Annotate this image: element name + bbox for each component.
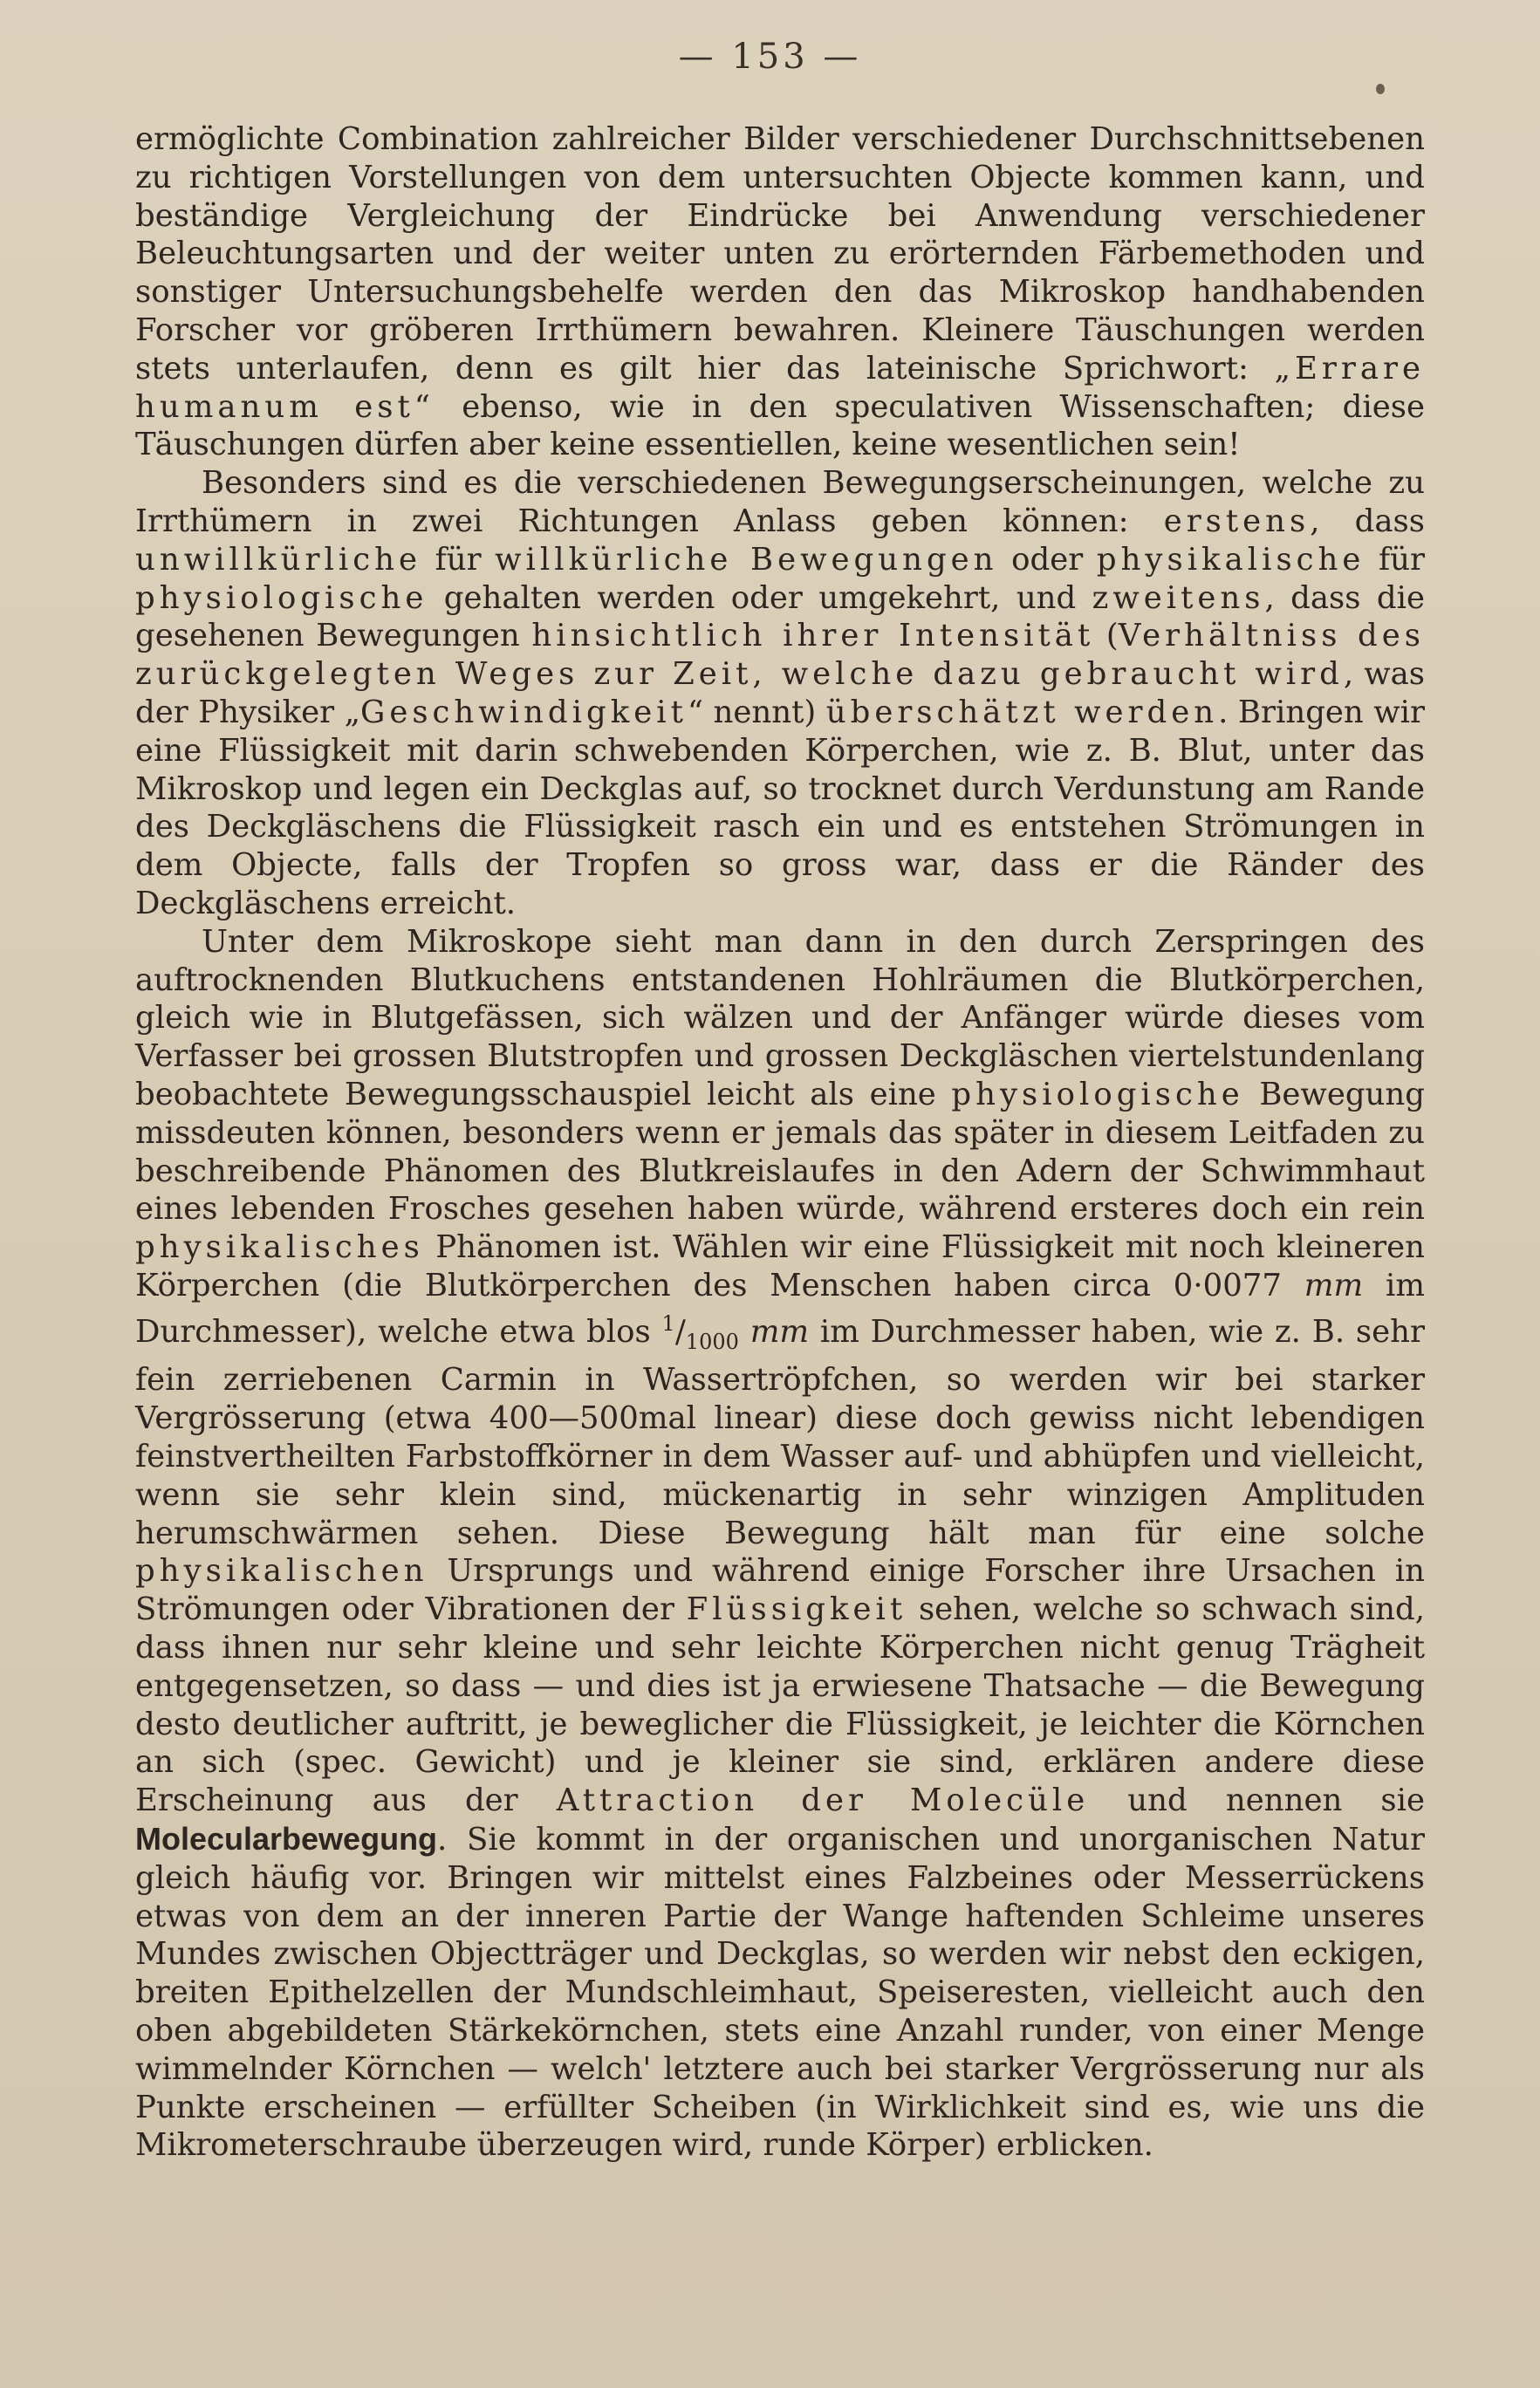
spaced-emphasis-text: physikalische: [1096, 541, 1365, 578]
spaced-emphasis-text: Verhältniss des zurückgelegten Weges zur Zeit, welche dazu gebraucht wird: [135, 618, 1425, 693]
spaced-emphasis-text: unwillkürliche: [135, 541, 421, 578]
spaced-emphasis-text: Attraction der Molecüle: [556, 1782, 1090, 1819]
paragraph-text: für: [1365, 541, 1425, 578]
paragraph-text: Besonders sind es die verschiedenen Bewegungserscheinungen, welche zu Irrthümern in zwei Richtungen Anlass geben können:: [135, 465, 1425, 539]
spaced-emphasis-text: erstens: [1163, 503, 1311, 539]
ink-speck: [1376, 84, 1385, 94]
fraction-text: $^1/_{1000}$: [661, 1310, 739, 1354]
spaced-emphasis-text: physiologische: [951, 1076, 1244, 1112]
paragraph-text: ebenso, wie in den speculativen Wissenschaften; diese Täuschungen dürfen aber keine essentiellen, keine wesentlichen sein!: [135, 388, 1425, 463]
paragraph-text: für: [421, 541, 496, 578]
paragraph-text: . Sie kommt in der organischen und unorganischen Natur gleich häufig vor. Bringen wir mittelst eines Falzbeines oder Messerrückens etwas von dem an der inneren Partie der Wange haftenden Schleime unseres Mundes zwischen Objectträger und Deckglas, so werden wir nebst den eckigen, breiten Epithelzellen der Mundschleimhaut, Speiseresten, vielleicht auch den oben abgebildeten Stärkekörnchen, stets eine Anzahl runder, von einer Menge wimmelnder Körnchen — welch' letztere auch bei starker Vergrösserung nur als Punkte erscheinen — erfüllter Scheiben (in Wirklichkeit sind es, wie uns die Mikrometerschraube überzeugen wird, runde Körper) erblicken.: [135, 1821, 1425, 2164]
bold-term: Molecularbewegung: [135, 1820, 438, 1857]
paragraph-3: [135, 923, 1425, 2165]
italic-unit-text: mm: [1304, 1267, 1364, 1303]
paragraph-text: Ursprungs und während einige Forscher ihre Ursachen in Strömungen oder Vibrationen der: [135, 1553, 1425, 1628]
paragraph-text: gehalten werden oder umgekehrt, und: [428, 579, 1092, 616]
spaced-emphasis-text: zweitens: [1092, 579, 1265, 616]
paragraph-text: [739, 1314, 750, 1350]
paragraph-text: (: [1094, 618, 1119, 654]
paragraph-text: Phänomen ist. Wählen wir eine Flüssigkeit mit noch kleineren Körperchen (die Blutkörperchen des Menschen haben circa 0·0077: [135, 1229, 1425, 1303]
paragraph-text: , was der Physiker „: [135, 656, 1425, 730]
spaced-emphasis-text: physikalisches: [135, 1229, 424, 1266]
spaced-emphasis-text: physikalischen: [135, 1553, 428, 1590]
paragraph-text: “ nennt): [687, 694, 826, 730]
paragraph-text: Bewegung missdeuten können, besonders wenn er jemals das später in diesem Leitfaden zu beschreibende Phänomen des Blutkreislaufes in den Adern der Schwimmhaut eines lebenden Frosches gesehen haben würde, während ersteres doch ein rein: [135, 1076, 1426, 1228]
paragraph-text: , dass die gesehenen Bewegungen: [135, 579, 1425, 654]
spaced-emphasis-text: überschätzt werden: [825, 694, 1219, 730]
spaced-emphasis-text: hinsichtlich ihrer Intensität: [531, 618, 1095, 654]
paragraph-text: im Durchmesser), welche etwa blos: [135, 1267, 1425, 1350]
paragraph-1: [135, 120, 1425, 464]
page-number: — 153 —: [678, 37, 862, 77]
paragraph-2: [135, 464, 1425, 923]
spaced-emphasis-text: Geschwindigkeit: [359, 694, 688, 730]
spaced-emphasis-text: willkürliche Bewegungen: [495, 541, 998, 578]
paragraph-text: im Durchmesser haben, wie z. B. sehr fein zerriebenen Carmin in Wassertröpfchen, so werden wir bei starker Vergrösserung (etwa 400—500mal linear) diese doch gewiss nicht lebendigen feinstvertheilten Farbstoffkörner in dem Wasser auf- und abhüpfen und vielleicht, wenn sie sehr klein sind, mückenartig in sehr winzigen Amplituden herumschwärmen sehen. Diese Bewegung hält man für eine solche: [135, 1313, 1425, 1551]
paragraph-text: . Bringen wir eine Flüssigkeit mit darin schwebenden Körperchen, wie z. B. Blut, unter das Mikroskop und legen ein Deckglas auf, so trocknet durch Verdunstung am Rande des Deckgläschens die Flüssigkeit rasch ein und es entstehen Strömungen in dem Objecte, falls der Tropfen so gross war, dass er die Ränder des Deckgläschens erreicht.: [135, 694, 1426, 921]
paragraph-text: oder: [997, 541, 1097, 578]
body-text: [135, 120, 1425, 2165]
paragraph-text: sehen, welche so schwach sind, dass ihnen nur sehr kleine und sehr leichte Körperchen nicht genug Trägheit entgegensetzen, so dass — und dies ist ja erwiesene Thatsache — die Bewegung desto deutlicher auftritt, je beweglicher die Flüssigkeit, je leichter die Körnchen an sich (spec. Gewicht) und je kleiner sie sind, erklären andere diese Erscheinung aus der: [135, 1591, 1425, 1819]
paragraph-text: Unter dem Mikroskope sieht man dann in den durch Zerspringen des auftrocknenden Blutkuchens entstandenen Hohlräumen die Blutkörperchen, gleich wie in Blutgefässen, sich wälzen und der Anfänger würde dieses vom Verfasser bei grossen Blutstropfen und grossen Deckgläschen viertelstundenlang beobachtete Bewegungsschauspiel leicht als eine: [135, 923, 1425, 1112]
spaced-emphasis-text: Flüssigkeit: [686, 1591, 907, 1628]
spaced-emphasis-text: physiologische: [135, 579, 428, 616]
paragraph-text: , dass: [1310, 503, 1425, 539]
italic-unit-text: mm: [749, 1313, 810, 1350]
spaced-emphasis-text: „Errare humanum est“: [135, 350, 1425, 425]
paragraph-text: und nennen sie: [1089, 1782, 1425, 1819]
paragraph-text: ermöglichte Combination zahlreicher Bilder verschiedener Durchschnittsebenen zu richtigen Vorstellungen von dem untersuchten Objecte kommen kann, und beständige Vergleichung der Eindrücke bei Anwendung verschiedener Beleuchtungsarten und der weiter unten zu erörternden Färbemethoden und sonstiger Untersuchungsbehelfe werden den das Mikroskop handhabenden Forscher vor gröberen Irrthümern bewahren. Kleinere Täuschungen werden stets unterlaufen, denn es gilt hier das lateinische Sprichwort:: [135, 121, 1425, 387]
